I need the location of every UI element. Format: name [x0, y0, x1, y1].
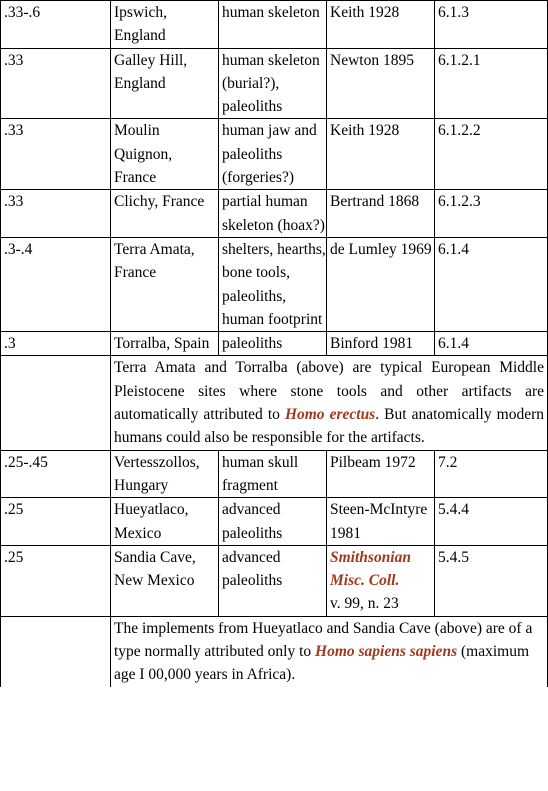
find-cell: human skeleton — [219, 1, 327, 49]
site-cell: Clichy, France — [111, 190, 219, 238]
section-cell: 6.1.4 — [435, 237, 548, 331]
table-row — [1, 498, 548, 546]
section-cell: 6.1.2.1 — [435, 48, 548, 119]
site-cell: Sandia Cave, New Mexico — [111, 545, 219, 616]
find-cell: advanced paleoliths — [219, 498, 327, 546]
note-row — [1, 616, 548, 686]
note-text-part: . But anatomically modern humans could also be responsible for the artifacts. — [114, 406, 545, 447]
section-cell: 6.1.3 — [435, 1, 548, 49]
age-cell: .33 — [1, 190, 111, 238]
table-row — [1, 119, 548, 190]
reference-cell: Binford 1981 — [327, 332, 435, 356]
site-cell: Moulin Quignon, France — [111, 119, 219, 190]
find-cell: human skeleton (burial?), paleoliths — [219, 48, 327, 119]
section-cell: 6.1.4 — [435, 332, 548, 356]
age-cell: .3-.4 — [1, 237, 111, 331]
age-cell: .3 — [1, 332, 111, 356]
site-cell: Ipswich, England — [111, 1, 219, 49]
note-spacer-cell — [1, 356, 111, 450]
table-row — [1, 190, 548, 238]
site-cell: Torralba, Spain — [111, 332, 219, 356]
find-cell: human jaw and paleoliths (forgeries?) — [219, 119, 327, 190]
table-row — [1, 332, 548, 356]
section-cell: 7.2 — [435, 450, 548, 498]
reference-cell: Steen-McIntyre 1981 — [327, 498, 435, 546]
table-row — [1, 48, 548, 119]
reference-italic: Smithsonian Misc. Coll. — [330, 548, 411, 590]
note-text-part: Terra Amata and Torralba (above) are typical European Middle Pleistocene sites where stone tools and other artifacts are automatically attributed to — [114, 359, 544, 424]
site-cell: Vertesszollos, Hungary — [111, 450, 219, 498]
age-cell: .25 — [1, 545, 111, 616]
table-row — [1, 545, 548, 616]
reference-cell: Keith 1928 — [327, 119, 435, 190]
reference-cell — [327, 545, 435, 616]
site-cell: Terra Amata, France — [111, 237, 219, 331]
find-cell: shelters, hearths, bone tools, paleoliths, human footprint — [219, 237, 327, 331]
age-cell: .33 — [1, 119, 111, 190]
reference-cell: de Lumley 1969 — [327, 237, 435, 331]
section-cell: 5.4.4 — [435, 498, 548, 546]
find-cell: advanced paleoliths — [219, 545, 327, 616]
note-text-part: (maximum age I 00,000 years in Africa). — [114, 643, 530, 684]
table-row — [1, 1, 548, 49]
site-cell: Hueyatlaco, Mexico — [111, 498, 219, 546]
reference-cell: Newton 1895 — [327, 48, 435, 119]
note-emphasis: Homo sapiens sapiens — [315, 643, 458, 661]
age-cell: .25-.45 — [1, 450, 111, 498]
reference-cell: Pilbeam 1972 — [327, 450, 435, 498]
reference-cell: Bertrand 1868 — [327, 190, 435, 238]
note-text-part: The implements from Hueyatlaco and Sandia Cave (above) are of a type normally attributed only to — [114, 619, 533, 661]
find-cell: paleoliths — [219, 332, 327, 356]
note-emphasis: Homo erectus — [284, 406, 376, 424]
section-cell: 6.1.2.3 — [435, 190, 548, 238]
note-text — [111, 616, 548, 686]
age-cell: .33 — [1, 48, 111, 119]
section-cell: 6.1.2.2 — [435, 119, 548, 190]
section-cell: 5.4.5 — [435, 545, 548, 616]
age-cell: .25 — [1, 498, 111, 546]
find-cell: human skull fragment — [219, 450, 327, 498]
note-row — [1, 356, 548, 450]
site-cell: Galley Hill, England — [111, 48, 219, 119]
reference-plain: v. 99, n. 23 — [330, 595, 399, 613]
note-text — [111, 356, 548, 450]
note-spacer-cell — [1, 616, 111, 686]
find-cell: partial human skeleton (hoax?) — [219, 190, 327, 238]
table-row — [1, 450, 548, 498]
age-cell: .33-.6 — [1, 1, 111, 49]
table-row — [1, 237, 548, 331]
reference-cell: Keith 1928 — [327, 1, 435, 49]
